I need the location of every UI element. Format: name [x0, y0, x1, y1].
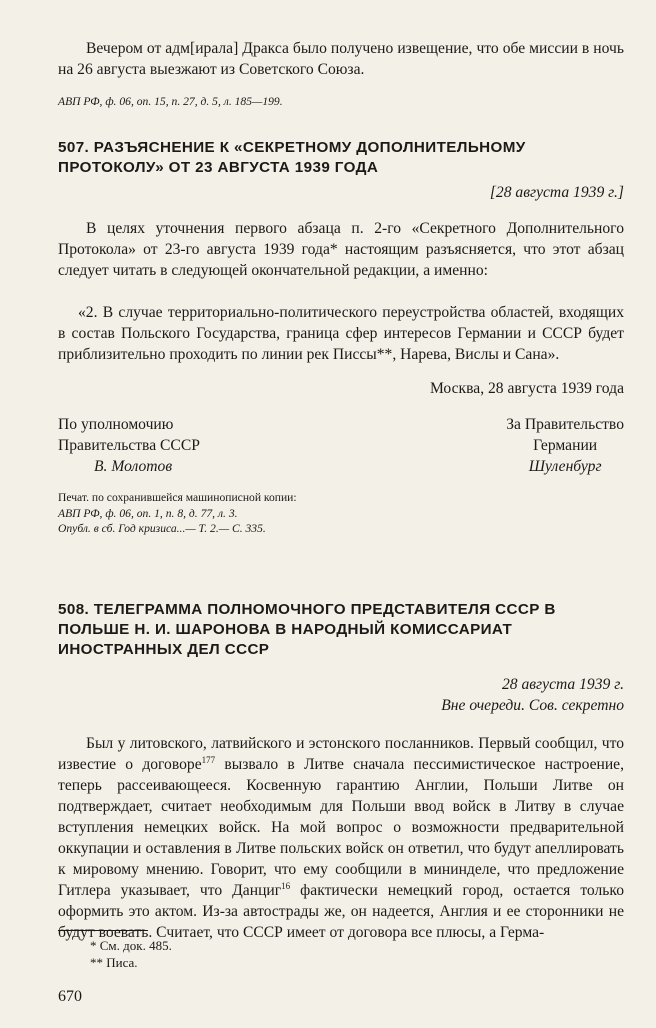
- doc-508-secrecy-mark: Вне очереди. Сов. секретно: [441, 697, 624, 714]
- footnote-2: ** Писа.: [90, 955, 138, 970]
- doc-507-publication-ref: Опубл. в сб. Год кризиса...— Т. 2.— С. 335.: [58, 522, 266, 535]
- german-signatory-name: Шуленбург: [528, 458, 602, 475]
- soviet-sign-line-2: Правительства СССР: [58, 437, 200, 454]
- doc-507-paragraph: В целях уточнения первого абзаца п. 2-го «Секретного Дополнительного Протокола» от 23-го августа 1939 года* настоящим разъясняется, что этот абзац следует читать в следующей окончательной редакции, а именно:: [58, 220, 624, 279]
- telegram-text-part-3: фактически немецкий город, остается только оформить это актом. Из-за автострады же, он надеется, Англия и ее сторонники не будут воевать. Считает, что СССР имеет от договора все плюсы, а Герма-: [58, 882, 624, 941]
- doc-507-date-text: [28 августа 1939 г.]: [489, 184, 624, 201]
- doc-507-protocol-quote: «2. В случае территориально-политического переустройства областей, входящих в состав Польского Государства, граница сфер интересов Германии и СССР будет приблизительно проходить по линии рек Писсы**, Нарева, Вислы и Сана».: [58, 304, 624, 363]
- doc-507-archive-ref: АВП РФ, ф. 06, оп. 1, п. 8, д. 77, л. 3.: [58, 506, 238, 520]
- telegram-text-part-2: вызвало в Литве сначала пессимистическое настроение, теперь рассеивающееся. Косвенную гарантию Англии, Польши Литве он подтверждает, считает необходимым для Польши ввод войск в Литву в случае вступления немецких войск. На мой вопрос о возможности предварительной оккупации и оставления в Литве польских войск он ответил, что будут апеллировать к мировому мнению. Говорит, что ему сообщили в мининделе, что предложение Гитлера указывает, что Данциг: [58, 756, 625, 899]
- doc-507-date: [58, 182, 624, 203]
- footnote-1: * См. док. 485.: [90, 938, 172, 953]
- doc-507-sources: [58, 490, 624, 537]
- footnote-ref-177: 177: [201, 754, 216, 765]
- german-signature-block: [506, 414, 624, 477]
- page-number: 670: [58, 988, 82, 1005]
- soviet-sign-line-1: По уполномочию: [58, 416, 174, 433]
- telegram-text-part-1: Был у литовского, латвийского и эстонского посланников. Первый сообщил, что известие о договоре: [58, 735, 624, 773]
- intro-paragraph: Вечером от адм[ирала] Дракса было получено извещение, что обе миссии в ночь на 26 августа выезжают из Советского Союза.: [58, 40, 624, 78]
- doc-507-signatures: [58, 414, 624, 477]
- doc-508-telegram-text: [58, 733, 624, 943]
- doc-508-date: 28 августа 1939 г.: [502, 676, 624, 693]
- footnote-divider: [58, 930, 148, 931]
- german-sign-line-1: За Правительство: [506, 416, 624, 433]
- doc-508-heading: 508. ТЕЛЕГРАММА ПОЛНОМОЧНОГО ПРЕДСТАВИТЕЛЯ СССР В ПОЛЬШЕ Н. И. ШАРОНОВА В НАРОДНЫЙ КОМИССАРИАТ ИНОСТРАННЫХ ДЕЛ СССР: [58, 601, 556, 658]
- footnote-ref-16: 16: [281, 880, 291, 891]
- soviet-signature-block: [58, 414, 200, 477]
- doc-507-source-note: Печат. по сохранившейся машинописной копии:: [58, 491, 297, 504]
- soviet-signatory-name: В. Молотов: [94, 458, 173, 475]
- german-sign-line-2: Германии: [533, 437, 598, 454]
- intro-archive-source: АВП РФ, ф. 06, оп. 15, п. 27, д. 5, л. 185—199.: [58, 95, 283, 108]
- doc-507-place-date: Москва, 28 августа 1939 года: [429, 380, 624, 397]
- doc-507-heading: 507. РАЗЪЯСНЕНИЕ К «СЕКРЕТНОМУ ДОПОЛНИТЕЛЬНОМУ ПРОТОКОЛУ» ОТ 23 АВГУСТА 1939 ГОДА: [58, 139, 526, 176]
